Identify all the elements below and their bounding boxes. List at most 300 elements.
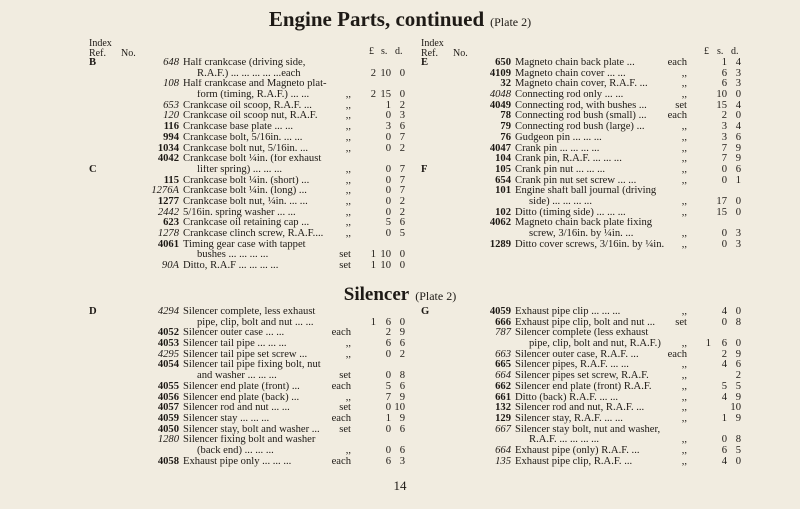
price-pence: 0 (735, 110, 741, 122)
price-pence: 3 (735, 228, 741, 239)
price-shillings: 6 (385, 455, 391, 467)
unit: ,, (681, 455, 687, 467)
price-shillings: 4 (721, 391, 727, 403)
title-text: Engine Parts, continued (268, 7, 485, 31)
section-title (0, 284, 800, 306)
part-number: 663 (495, 348, 511, 360)
price-shillings: 0 (721, 174, 727, 186)
part-description: Crankcase bolt ¼in. (for exhaust (183, 154, 322, 165)
price-shillings: 17 (716, 195, 727, 207)
part-number: 4056 (157, 391, 179, 403)
unit: ,, (681, 412, 687, 424)
price-pence: 7 (399, 163, 405, 175)
price-shillings: 0 (385, 228, 391, 239)
part-row (421, 393, 751, 404)
part-number: 667 (495, 423, 511, 435)
price-pence: 10 (394, 402, 405, 414)
part-number: 108 (163, 78, 179, 90)
part-description: Crank pin ... ... ... ... (515, 143, 600, 154)
part-description: Silencer fixing bolt and washer (183, 435, 316, 446)
part-description: Ditto, R.A.F ... ... ... ... (183, 261, 279, 272)
unit: ,, (345, 348, 351, 360)
price-shillings: 15 (716, 206, 727, 218)
unit: set (339, 423, 351, 435)
part-number: 4055 (157, 380, 179, 392)
unit: each (667, 348, 687, 360)
price-pounds: 1 (705, 338, 711, 350)
part-row (89, 457, 419, 468)
price-pence: 6 (735, 359, 741, 371)
part-row (421, 360, 751, 371)
unit: each (667, 110, 687, 122)
part-row (421, 229, 751, 240)
part-number: 994 (163, 131, 179, 143)
price-shillings: 7 (721, 142, 727, 154)
price-pence: 0 (735, 206, 741, 218)
price-pence: 2 (399, 195, 405, 207)
price-shillings: 10 (380, 260, 391, 272)
header-left (89, 38, 403, 59)
unit: ,, (681, 142, 687, 154)
price-pence: 9 (735, 412, 741, 424)
part-number: 76 (500, 131, 511, 143)
part-row (89, 261, 419, 272)
part-number: 4295 (157, 348, 179, 360)
header-d: d. (395, 46, 403, 57)
price-shillings: 1 (385, 99, 391, 111)
unit: ,, (345, 206, 351, 218)
part-row (89, 154, 419, 165)
index-ref: F (421, 163, 428, 175)
part-description: Timing gear case with tappet (183, 239, 306, 250)
part-description: pipe, clip, bolt and nut ... ... (197, 317, 314, 328)
price-shillings: 0 (385, 174, 391, 186)
part-row (421, 186, 751, 197)
part-description: Silencer complete (less exhaust (515, 328, 649, 339)
price-pence: 6 (399, 121, 405, 133)
price-pence: 6 (399, 338, 405, 350)
part-number: 132 (495, 402, 511, 414)
price-pence: 0 (399, 67, 405, 79)
unit: ,, (681, 195, 687, 207)
part-description: Connecting rod, with bushes ... (515, 100, 647, 111)
part-description: (back end) ... ... ... (197, 445, 274, 456)
price-pence: 9 (399, 327, 405, 339)
price-shillings: 1 (721, 412, 727, 424)
part-description: Silencer end plate (back) ... (183, 392, 300, 403)
part-description: Silencer pipes, R.A.F. ... ... (515, 360, 629, 371)
price-pounds: 2 (370, 67, 376, 79)
part-number: 650 (495, 57, 511, 68)
unit: set (339, 370, 351, 382)
unit: ,, (345, 110, 351, 122)
section-plate-ref: (Plate 2) (415, 289, 457, 303)
price-pence: 3 (399, 455, 405, 467)
part-description: lifter spring) ... ... ... (197, 164, 283, 175)
part-number: 666 (495, 316, 511, 328)
unit: each (667, 57, 687, 68)
price-shillings: 6 (721, 78, 727, 90)
unit: ,, (345, 174, 351, 186)
price-shillings: 1 (385, 412, 391, 424)
part-description: Crankcase clinch screw, R.A.F.... (183, 229, 324, 239)
part-description: Crankcase bolt, 5/16in. ... ... (183, 132, 303, 143)
title-plate-ref: (Plate 2) (490, 15, 532, 29)
price-pounds: 1 (370, 260, 376, 272)
unit: ,, (681, 434, 687, 446)
unit: ,, (345, 89, 351, 101)
part-row (421, 90, 751, 101)
part-number: 4294 (157, 306, 179, 317)
part-number: 135 (495, 455, 511, 467)
part-description: pipe, clip, bolt and nut, R.A.F.) (529, 339, 661, 350)
part-row (89, 350, 419, 361)
page-number: 14 (393, 478, 407, 493)
part-number: 4053 (157, 338, 179, 350)
unit: ,, (681, 67, 687, 79)
price-shillings: 2 (721, 348, 727, 360)
price-shillings: 0 (721, 163, 727, 175)
part-description: Silencer complete, less exhaust (183, 307, 316, 317)
price-pence: 0 (735, 195, 741, 207)
part-row (89, 435, 419, 446)
part-description: Silencer stay bolt, nut and washer, (515, 424, 661, 435)
unit: ,, (681, 131, 687, 143)
price-pence: 2 (399, 142, 405, 154)
part-row (89, 218, 419, 229)
header-pound: £ (704, 46, 709, 57)
part-number: 4054 (157, 359, 179, 371)
price-shillings: 3 (721, 121, 727, 133)
price-shillings: 10 (380, 67, 391, 79)
price-pence: 3 (735, 67, 741, 79)
part-number: 664 (495, 444, 511, 456)
part-description: bushes ... ... ... ... (197, 250, 269, 261)
part-row (421, 371, 751, 382)
part-description: Crankcase bolt ¼in. (short) ... (183, 175, 310, 186)
price-shillings: 0 (721, 316, 727, 328)
part-row (421, 122, 751, 133)
unit: ,, (345, 217, 351, 229)
header-index: Index (89, 38, 112, 49)
part-description: Silencer tail pipe set screw ... (183, 349, 308, 360)
part-number: 4109 (489, 67, 511, 79)
part-row (421, 154, 751, 165)
price-shillings: 10 (716, 89, 727, 101)
engine-parts-left-column (89, 58, 419, 272)
unit: ,, (345, 391, 351, 403)
part-row (89, 328, 419, 339)
part-description: Crank pin nut ... ... ... (515, 164, 606, 175)
unit: ,, (681, 153, 687, 165)
price-pence: 9 (399, 412, 405, 424)
silencer-right-column (421, 307, 751, 467)
price-shillings: 4 (721, 455, 727, 467)
part-row (89, 101, 419, 112)
price-shillings: 4 (721, 306, 727, 317)
part-number: 4057 (157, 402, 179, 414)
part-description: Connecting rod bush (small) ... (515, 111, 647, 122)
part-number: 4061 (157, 238, 179, 250)
unit: ,, (681, 444, 687, 456)
price-pence: 7 (399, 174, 405, 186)
unit: ,, (681, 380, 687, 392)
part-number: 4058 (157, 455, 179, 467)
part-description: Crankcase bolt nut, ¼in. ... ... (183, 196, 308, 207)
price-shillings: 0 (385, 348, 391, 360)
unit: set (675, 99, 687, 111)
part-description: Exhaust pipe clip, R.A.F. ... (515, 456, 633, 467)
part-number: 101 (495, 185, 511, 197)
part-row (89, 307, 419, 318)
unit: set (339, 402, 351, 414)
part-row (89, 360, 419, 371)
price-pence: 7 (399, 131, 405, 143)
part-number: 4059 (157, 412, 179, 424)
unit: ,, (345, 99, 351, 111)
header-d: d. (731, 46, 739, 57)
price-pence: 3 (399, 110, 405, 122)
part-description: Silencer pipes set screw, R.A.F. (515, 371, 649, 382)
part-row (89, 318, 419, 329)
part-row (421, 176, 751, 187)
part-number: 4049 (489, 99, 511, 111)
part-row (89, 339, 419, 350)
part-description: Silencer outer case ... ... (183, 328, 285, 339)
part-description: Ditto cover screws, 3/16in. by ¼in. (515, 239, 665, 250)
part-row (421, 318, 751, 329)
part-row (421, 382, 751, 393)
price-pence: 8 (735, 434, 741, 446)
unit: each (331, 455, 351, 467)
header-s: s. (717, 46, 724, 57)
part-row (421, 165, 751, 176)
unit: ,, (345, 163, 351, 175)
part-row (421, 339, 751, 350)
price-shillings: 0 (721, 238, 727, 250)
part-row (421, 69, 751, 80)
part-number: 4062 (489, 217, 511, 229)
unit: ,, (345, 444, 351, 456)
price-pence: 9 (735, 348, 741, 360)
part-number: 1278 (157, 228, 179, 239)
unit: ,, (681, 121, 687, 133)
price-shillings: 4 (721, 359, 727, 371)
price-pence: 9 (735, 142, 741, 154)
part-row (89, 393, 419, 404)
part-row (421, 101, 751, 112)
part-description: Magneto chain cover, R.A.F. ... (515, 79, 648, 90)
price-shillings: 15 (716, 99, 727, 111)
part-row (89, 176, 419, 187)
part-number: 661 (495, 391, 511, 403)
part-description: Crank pin nut set screw ... ... (515, 175, 637, 186)
part-number: 129 (495, 412, 511, 424)
index-ref: E (421, 57, 429, 68)
part-number: 116 (163, 121, 179, 133)
part-number: 665 (495, 359, 511, 371)
part-row (421, 133, 751, 144)
part-row (89, 79, 419, 90)
part-row (89, 111, 419, 122)
part-number: 664 (495, 370, 511, 382)
index-ref: G (421, 306, 430, 317)
header-right (421, 38, 739, 59)
part-row (89, 90, 419, 101)
unit: ,, (681, 238, 687, 250)
part-number: 2442 (157, 206, 179, 218)
part-row (89, 133, 419, 144)
part-description: Connecting rod bush (large) ... (515, 122, 645, 133)
part-row (89, 371, 419, 382)
price-pence: 1 (735, 174, 741, 186)
part-number: 4052 (157, 327, 179, 339)
part-number: 4042 (157, 153, 179, 165)
unit: ,, (345, 228, 351, 239)
price-pence: 5 (735, 444, 741, 456)
unit: ,, (681, 174, 687, 186)
silencer-left-column (89, 307, 419, 467)
part-description: side) ... ... ... ... (529, 196, 592, 207)
price-pence: 6 (399, 217, 405, 229)
unit: each (331, 380, 351, 392)
part-number: 104 (495, 153, 511, 165)
part-row (421, 414, 751, 425)
unit: set (339, 249, 351, 261)
part-row (89, 58, 419, 69)
part-row (421, 58, 751, 69)
unit: ,, (681, 359, 687, 371)
part-number: 4059 (489, 306, 511, 317)
index-ref: C (89, 163, 97, 175)
price-shillings: 15 (380, 89, 391, 101)
unit: each (331, 327, 351, 339)
part-row (89, 122, 419, 133)
price-shillings: 3 (385, 121, 391, 133)
part-description: Crankcase oil scoop nut, R.A.F. (183, 111, 318, 122)
header-no: No. (121, 48, 136, 59)
part-number: 1276A (151, 185, 179, 197)
part-row (89, 414, 419, 425)
part-description: Silencer rod and nut ... ... (183, 403, 290, 414)
part-row (421, 350, 751, 361)
unit: ,, (681, 306, 687, 317)
part-description: Crankcase oil retaining cap ... (183, 218, 310, 229)
part-description: Crank pin, R.A.F. ... ... ... (515, 154, 622, 165)
part-number: 120 (163, 110, 179, 122)
price-pence: 4 (735, 57, 741, 68)
price-pence: 6 (735, 131, 741, 143)
price-pounds: 2 (370, 89, 376, 101)
part-row (421, 197, 751, 208)
part-description: Exhaust pipe clip ... ... ... (515, 307, 621, 317)
part-row (421, 457, 751, 468)
part-number: 648 (163, 57, 179, 68)
unit: ,, (345, 185, 351, 197)
part-number: 78 (500, 110, 511, 122)
part-row (89, 446, 419, 457)
part-description: Silencer stay ... ... ... (183, 413, 270, 424)
part-row (89, 165, 419, 176)
part-number: 4047 (489, 142, 511, 154)
price-pence: 10 (730, 402, 741, 414)
price-pence: 0 (399, 89, 405, 101)
part-number: 115 (163, 174, 179, 186)
price-pounds: 1 (370, 316, 376, 328)
price-pence: 4 (735, 99, 741, 111)
part-description: Crankcase bolt nut, 5/16in. ... (183, 143, 309, 154)
part-row (421, 307, 751, 318)
part-description: Magneto chain back plate ... (515, 58, 635, 68)
unit: ,, (345, 338, 351, 350)
part-row (89, 69, 419, 80)
price-shillings: 1 (721, 57, 727, 68)
part-number: 787 (495, 327, 511, 339)
price-shillings: 0 (385, 423, 391, 435)
price-shillings: 0 (385, 444, 391, 456)
price-shillings: 0 (385, 131, 391, 143)
part-row (89, 240, 419, 251)
part-number: 4050 (157, 423, 179, 435)
price-pence: 0 (735, 306, 741, 317)
part-number: 623 (163, 217, 179, 229)
part-row (89, 425, 419, 436)
header-pound: £ (369, 46, 374, 57)
part-row (89, 208, 419, 219)
price-pence: 5 (399, 228, 405, 239)
part-description: Silencer outer case, R.A.F. ... (515, 349, 639, 360)
unit: ,, (681, 228, 687, 239)
price-pence: 8 (399, 370, 405, 382)
part-number: 4048 (489, 89, 511, 101)
part-number: 105 (495, 163, 511, 175)
price-shillings: 6 (721, 444, 727, 456)
price-shillings: 0 (385, 185, 391, 197)
header-ref: Ref. (421, 48, 438, 59)
part-description: Silencer end plate (front) ... (183, 381, 300, 392)
page-title (0, 7, 800, 32)
index-ref: B (89, 57, 97, 68)
unit: ,, (681, 402, 687, 414)
price-pence: 0 (735, 338, 741, 350)
price-pence: 2 (399, 348, 405, 360)
price-shillings: 6 (721, 338, 727, 350)
index-ref: D (89, 306, 97, 317)
part-description: Crankcase base plate ... ... (183, 122, 294, 133)
unit: ,, (681, 338, 687, 350)
engine-parts-right-column (421, 58, 751, 250)
part-number: 1280 (157, 434, 179, 446)
unit: set (675, 316, 687, 328)
part-row (421, 111, 751, 122)
price-shillings: 0 (721, 434, 727, 446)
price-pence: 3 (735, 78, 741, 90)
part-number: 79 (500, 121, 511, 133)
price-shillings: 0 (385, 110, 391, 122)
header-ref: Ref. (89, 48, 106, 59)
price-shillings: 5 (721, 380, 727, 392)
part-description: Silencer tail pipe fixing bolt, nut (183, 360, 321, 371)
part-description: Silencer rod and nut, R.A.F. ... (515, 403, 645, 414)
part-number: 1277 (157, 195, 179, 207)
part-row (421, 79, 751, 90)
part-description: Ditto (back) R.A.F. ... ... (515, 392, 619, 403)
price-shillings: 6 (385, 316, 391, 328)
part-description: Half crankcase and Magneto plat- (183, 79, 327, 90)
price-pence: 9 (735, 153, 741, 165)
header-s: s. (381, 46, 388, 57)
price-pence: 6 (735, 163, 741, 175)
